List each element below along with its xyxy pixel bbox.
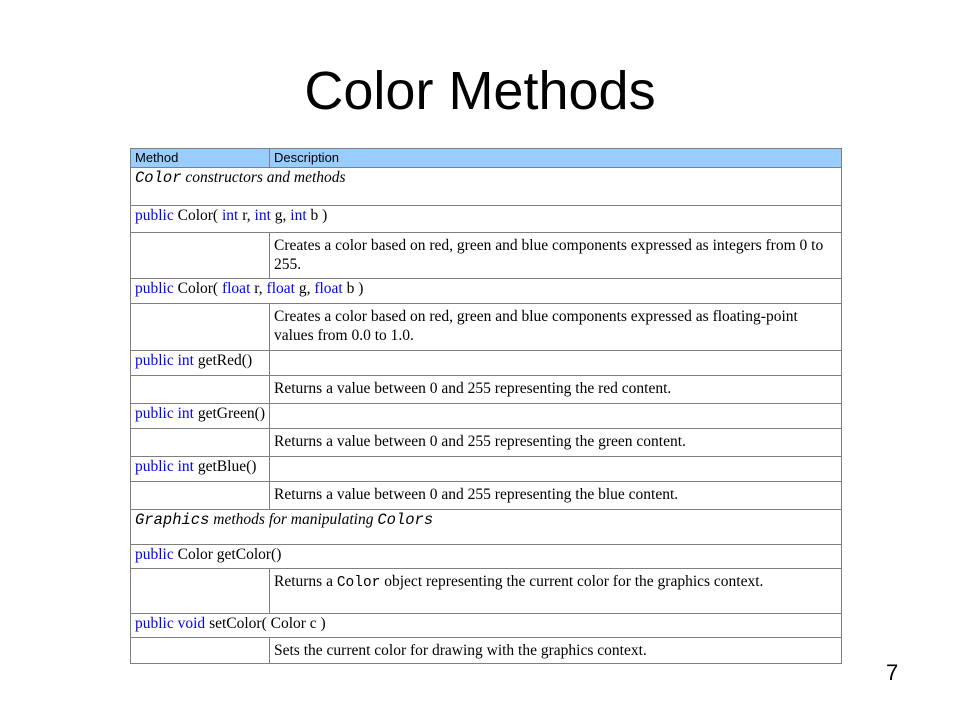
description-row [131, 569, 842, 614]
method-name: Color( [173, 207, 222, 224]
keyword-int: int [173, 458, 194, 475]
keyword-public: public [135, 458, 174, 475]
keyword-int: int [290, 207, 307, 224]
keyword-int: int [254, 207, 271, 224]
keyword-int: int [173, 352, 194, 369]
description-row [131, 482, 842, 510]
method-name: setColor( Color c ) [205, 615, 326, 632]
method-row-color-float [131, 279, 842, 304]
method-name: getGreen() [194, 405, 265, 422]
keyword-float: float [266, 280, 295, 297]
keyword-int: int [221, 207, 239, 224]
keyword-public: public [135, 615, 174, 632]
method-name: getRed() [194, 352, 253, 369]
method-row-getcolor [131, 545, 842, 569]
param: r, [238, 207, 255, 224]
method-row-setcolor [131, 614, 842, 638]
header-description: Description [270, 149, 842, 168]
description-row [131, 304, 842, 351]
keyword-public: public [135, 280, 174, 297]
description-getgreen: Returns a value between 0 and 255 representing the green content. [270, 429, 842, 457]
inline-code-color: Color [336, 575, 381, 591]
method-name: Color getColor() [173, 546, 282, 563]
description-row [131, 233, 842, 279]
description-row [131, 638, 842, 664]
description-setcolor: Sets the current color for drawing with the graphics context. [270, 638, 842, 664]
color-methods-table [130, 148, 842, 664]
param: g, [294, 280, 315, 297]
description-getred: Returns a value between 0 and 255 representing the red content. [270, 376, 842, 404]
keyword-float: float [221, 280, 251, 297]
section-graphics-methods [131, 510, 842, 545]
description-row [131, 429, 842, 457]
keyword-int: int [173, 405, 194, 422]
method-row-getblue [131, 457, 842, 482]
param: b ) [306, 207, 328, 224]
section-color-constructors [131, 168, 842, 206]
keyword-public: public [135, 207, 174, 224]
section-class-name: Graphics [135, 511, 210, 529]
description-getcolor: Returns a Color object representing the current color for the graphics context. [270, 569, 842, 614]
description-color-int: Creates a color based on red, green and blue components expressed as integers from 0 to 255. [270, 233, 842, 279]
param: g, [270, 207, 291, 224]
description-getblue: Returns a value between 0 and 255 representing the blue content. [270, 482, 842, 510]
method-name: Color( [173, 280, 222, 297]
description-row [131, 376, 842, 404]
section-class-name: Color [135, 169, 182, 187]
param: r, [250, 280, 267, 297]
keyword-void: void [173, 615, 206, 632]
method-name: getBlue() [194, 458, 257, 475]
header-method: Method [131, 149, 270, 168]
param: b ) [342, 280, 364, 297]
method-row-color-int [131, 206, 842, 233]
keyword-public: public [135, 546, 174, 563]
page-number: 7 [886, 660, 899, 685]
method-row-getgreen [131, 404, 842, 429]
method-row-getred [131, 351, 842, 376]
slide-title: Color Methods [304, 61, 656, 121]
section-title-text: methods for manipulating [209, 511, 378, 528]
section-title-text: constructors and methods [181, 169, 346, 186]
keyword-public: public [135, 352, 174, 369]
table-header-row [131, 149, 842, 168]
description-color-float: Creates a color based on red, green and blue components expressed as floating-point values from 0.0 to 1.0. [270, 304, 842, 351]
keyword-float: float [314, 280, 343, 297]
keyword-public: public [135, 405, 174, 422]
section-class-name: Colors [377, 511, 434, 529]
